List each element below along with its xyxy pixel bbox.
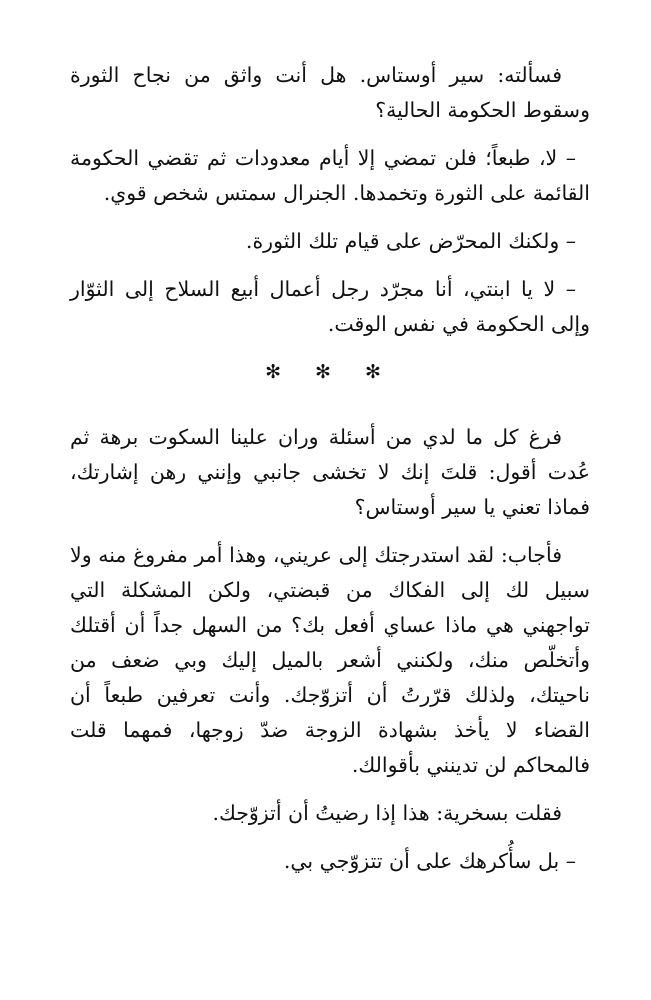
paragraph-sarcasm: فقلت بسخرية: هذا إذا رضيتُ أن أتزوّجك. bbox=[212, 801, 562, 825]
paragraph-answer: فأجاب: لقد استدرجتك إلى عريني، وهذا أمر مفروغ منه ولا سبيل لك إلى الفكاك من قبضتي، ولكن المشكلة التي تواجهني هي ماذا عساي أفعل بك؟ من السهل جداً أن أقتلك وأتخلّص منك، ولكنني أشعر بالميل إليك وبي ضعف من ناحيتك، ولذلك قرّرتُ أن أتزوّجك. وأنت تعرفين طبعاً أن القضاء لا يأخذ بشهادة الزوجة ضدّ زوجها، فمهما قلت فالمحاكم لن تدينني بأقوالك. bbox=[70, 543, 590, 777]
paragraph-arms-dealer: – لا يا ابنتي، أنا مجرّد رجل أعمال أبيع السلاح إلى الثوّار وإلى الحكومة في نفس الوقت. bbox=[70, 277, 590, 336]
paragraph-force: – بل سأُكرهك على أن تتزوّجي بي. bbox=[283, 849, 576, 873]
paragraph-silence: فرغ كل ما لدي من أسئلة وران علينا السكوت برهة ثم عُدت أقول: قلتَ إنك لا تخشى جانبي وإنني رهن إشارتك، فماذا تعني يا سير أوستاس؟ bbox=[70, 425, 590, 519]
paragraph-question: فسألته: سير أوستاس. هل أنت واثق من نجاح الثورة وسقوط الحكومة الحالية؟ bbox=[70, 63, 590, 122]
section-separator: ✻ ✻ ✻ bbox=[265, 361, 395, 383]
paragraph-reply-no: – لا، طبعاً؛ فلن تمضي إلا أيام معدودات ثم تقضي الحكومة القائمة على الثورة وتخمدها. الجنرال سمتس شخص قوي. bbox=[70, 146, 590, 205]
book-page bbox=[70, 58, 590, 892]
paragraph-instigator: – ولكنك المحرّض على قيام تلك الثورة. bbox=[245, 229, 576, 253]
